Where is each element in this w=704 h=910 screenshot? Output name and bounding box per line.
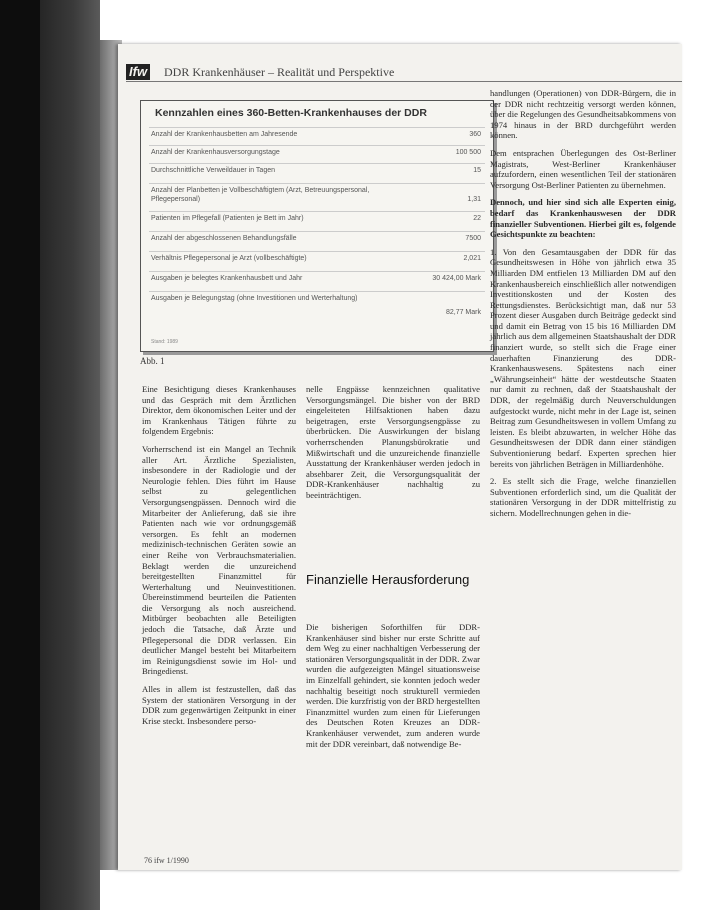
text-column-left xyxy=(142,384,296,733)
table-row xyxy=(149,231,485,246)
row-value: 15 xyxy=(473,167,481,174)
table-source-note: Stand: 1989 xyxy=(151,339,178,345)
paragraph: 1. Von den Gesamtausgaben der DDR für das Gesundheitswesen in Höhe von jährlich etwa 35 Milliarden DM entfielen 13 Milliarden DM auf den Krankenhausbereich einschließlich aller notwendigen Investitionskosten und der Kosten des Rettungsdienstes. Berücksichtigt man, daß nur 53 Prozent dieser Ausgaben durch Beiträge gedeckt sind und damit ein Betrag von 15 bis 16 Milliarden DM jährlich aus dem allgemeinen Staatshaushalt der DDR finanziert wurde, so stellt sich die Frage einer dauerhaften Finanzierung des DDR-Krankenhauswesens. Spätestens nach einer „Währungseinheit“ hätte der westdeutsche Staaten nur damit zu rechnen, daß der Staatshaushalt der DDR, der regelmäßig durch Neuverschuldungen aufgestockt wurde, nicht mehr in der Lage ist, seinen Beitrag zum Gesundheitswesen in vollem Umfang zu leisten. Es bleibt abzuwarten, in welcher Höhe das Gesundheitswesen der DDR dann einer ständigen Subventionierung bedarf. Experten sprechen hier bereits von jährlichen Beträgen in Milliardenhöhe. xyxy=(490,246,676,469)
row-label: Anzahl der Krankenhausbetten am Jahresende xyxy=(151,131,298,138)
text-column-right xyxy=(490,88,676,526)
table-row xyxy=(149,127,485,142)
text-column-middle xyxy=(306,384,480,508)
key-figures-table xyxy=(140,100,494,352)
table-row xyxy=(149,183,485,208)
header-rule xyxy=(126,81,682,82)
row-value: 22 xyxy=(473,215,481,222)
paragraph-bold: Dennoch, und hier sind sich alle Experten einig, bedarf das Krankenhauswesen der DDR finanzieller Subventionen. Hierbei gilt es, folgende Gesichtspunkte zu beachten: xyxy=(490,197,676,240)
document-page xyxy=(118,44,682,870)
table-title: Kennzahlen eines 360-Betten-Krankenhauses der DDR xyxy=(155,107,427,119)
paragraph: nelle Engpässe kennzeichnen qualitative Versorgungsmängel. Die bisher von der BRD eingeleiteten Hilfsaktionen haben dazu beigetragen, erste Versorgungsengpässe zu überbrücken. Die Auswirkungen der bislang vorherrschenden Planungsbürokratie und Mißwirtschaft und die unzureichende finanzielle Ausstattung der Krankenhäuser werden jedoch in absehbarer Zeit, die Versorgungsqualität der DDR-Krankenhäuser nachhaltig zu beeinträchtigen. xyxy=(306,384,480,500)
running-header xyxy=(126,64,682,82)
paragraph: 2. Es stellt sich die Frage, welche finanziellen Subventionen erforderlich sind, um die Qualität der stationären Versorgung in der DDR mittelfristig zu sichern. Modellrechnungen gehen in die- xyxy=(490,476,676,518)
row-value: 1,31 xyxy=(467,196,481,203)
paragraph: Vorherrschend ist ein Mangel an Technik aller Art. Ärztliche Spezialisten, insbesondere in der Radiologie und der Neurologie fehlen. Dies führt im Hause selbst zu gelegentlichen Versorgungsengpässen. Dennoch wird die Mitarbeiter der Anlieferung, daß sie ihre Patienten nach wie vor ordnungsgemäß versorgen. Es fehlt an modernen medizinisch-technischen Geräten sowie an einer Reihe von Verbrauchsmaterialien. Beklagt werden die unzureichend bereitgestellten Finanzmittel für Werterhaltung und Neuinvestitionen. Übereinstimmend beurteilen die Patienten die Versorgung als noch ausreichend. Mitbürger beobachten alle Beteiligten jedoch die Tatsache, daß Ärzte und Pflegepersonal die DDR verlassen. Ein deutlicher Mangel besteht bei Mitarbeitern im Reinigungsdienst sowie im Hol- und Bringedienst. xyxy=(142,443,296,677)
row-value: 7500 xyxy=(465,235,481,242)
table-row xyxy=(149,251,485,266)
row-label: Durchschnittliche Verweildauer in Tagen xyxy=(151,167,275,174)
section-heading: Finanzielle Herausforderung xyxy=(306,572,470,587)
scan-grey-band xyxy=(40,0,100,910)
paragraph: Die bisherigen Soforthilfen für DDR-Krankenhäuser sind bisher nur erste Schritte auf dem Weg zu einer nachhaltigen Verbesserung der stationären Versorgungsqualität in der DDR. Zwar wurden die aufgezeigten Mängel situationsweise im Einzelfall gehindert, sie konnten jedoch weder nachhaltig beseitigt noch strukturell vermieden werden. Die kurzfristig von der BRD hergestellten Finanzmittel wurden zum einen für Lieferungen des Deutschen Roten Kreuzes an DDR-Krankenhäuser verwendet, zum anderen wurde mit der DDR vereinbart, daß notwendige Be- xyxy=(306,622,480,749)
journal-logo: Ifw xyxy=(126,64,150,80)
row-value: 2,021 xyxy=(463,255,481,262)
row-label: Anzahl der Planbetten je Vollbeschäftigtem (Arzt, Betreuungspersonal, Pflegepersonal) xyxy=(151,187,370,203)
table-row xyxy=(149,291,485,322)
table-row xyxy=(149,211,485,226)
paragraph: Dem entsprachen Überlegungen des Ost-Berliner Magistrats, West-Berliner Krankenhäuser aufzufordern, einen wesentlichen Teil der stationären Versorgung Ost-Berliner Patienten zu übernehmen. xyxy=(490,147,676,190)
paragraph: Eine Besichtigung dieses Krankenhauses und das Gespräch mit dem Ärztlichen Direktor, dem ökonomischen Leiter und der im Krankenhaus Tätigen führte zu folgendem Ergebnis: xyxy=(142,384,296,437)
table-row xyxy=(149,163,485,178)
row-value: 360 xyxy=(469,131,481,138)
row-label: Ausgaben je belegtes Krankenhausbett und Jahr xyxy=(151,275,303,282)
page-footer: 76 ifw 1/1990 xyxy=(144,856,189,865)
header-title: DDR Krankenhäuser – Realität und Perspektive xyxy=(164,65,395,79)
figure-caption: Abb. 1 xyxy=(140,356,165,366)
row-value: 100 500 xyxy=(455,149,481,156)
scan-dark-border xyxy=(0,0,40,910)
row-label: Anzahl der Krankenhausversorgungstage xyxy=(151,149,280,156)
table-row xyxy=(149,271,485,286)
row-value: 30 424,00 Mark xyxy=(432,275,481,282)
row-label: Ausgaben je Belegungstag (ohne Investitionen und Werterhaltung) xyxy=(151,295,358,302)
text-column-middle-lower xyxy=(306,622,480,756)
row-value: 82,77 Mark xyxy=(445,309,481,316)
row-label: Verhältnis Pflegepersonal je Arzt (vollbeschäftigte) xyxy=(151,255,307,262)
paragraph: Alles in allem ist festzustellen, daß das System der stationären Versorgung in der DDR zum gegenwärtigen Zeitpunkt in einer Krise steckt. Insbesondere perso- xyxy=(142,684,296,726)
row-label: Patienten im Pflegefall (Patienten je Bett im Jahr) xyxy=(151,215,304,222)
row-label: Anzahl der abgeschlossenen Behandlungsfälle xyxy=(151,235,297,242)
table-row xyxy=(149,145,485,160)
paragraph: handlungen (Operationen) von DDR-Bürgern, die in der DDR nicht rechtzeitig versorgt werden können, über die Regelungen des Gesundheitsabkommens von 1974 hinaus in der BRD durchgeführt werden können. xyxy=(490,88,676,141)
